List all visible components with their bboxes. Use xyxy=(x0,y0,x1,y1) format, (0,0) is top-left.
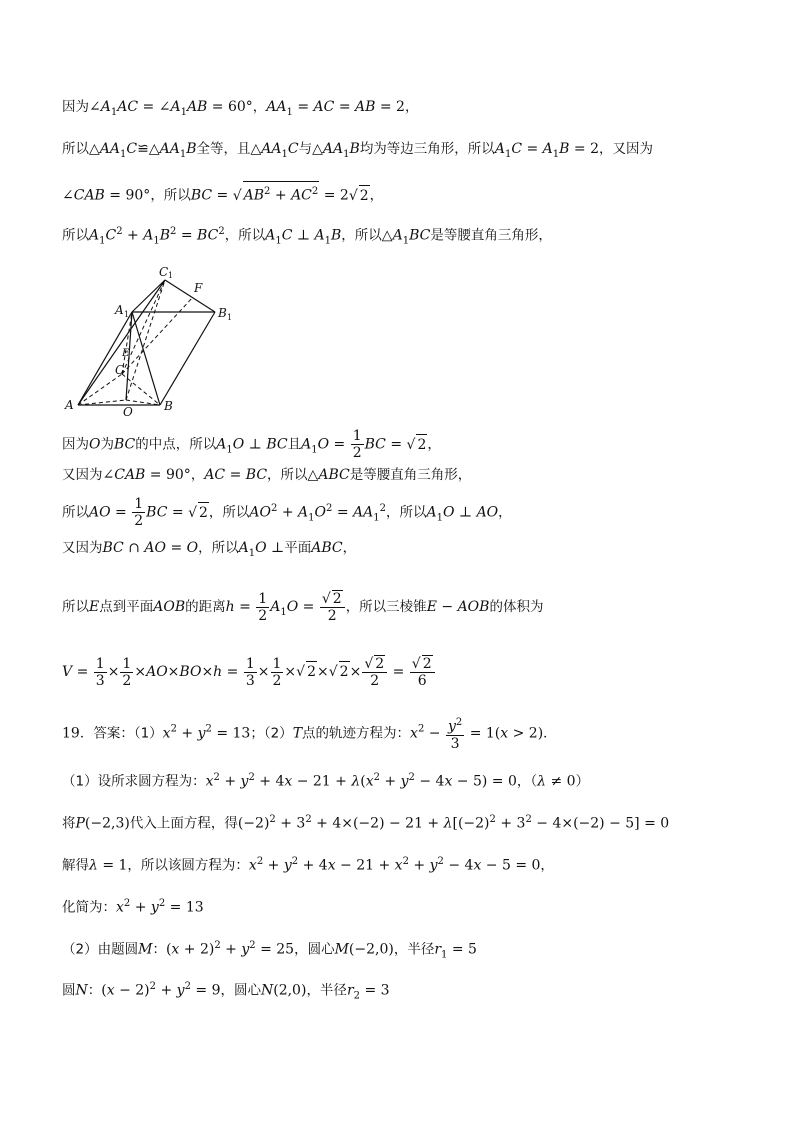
dashed-EF xyxy=(122,297,193,374)
proof-line-8: 又因为BC ∩ AO = O，所以$A_1O$ ⊥平面ABC， xyxy=(62,540,357,559)
part-2-line-1: （2）由题圆M：$(x + 2)^2 + y^2 = 25$，圆心M(−2,0)，半径$r_1 = 5$ xyxy=(62,940,477,961)
dashed-OC1 xyxy=(126,280,165,400)
edge-A1C1 xyxy=(132,280,165,312)
part-1-line-3: 解得λ = 1，所以该圆方程为：$x^2 + y^2 + 4x - 21 + x^2 + y^2 - 4x - 5 = 0$， xyxy=(62,856,554,874)
label-A1: A xyxy=(115,303,124,317)
part-1-line-2: 将P(−2,3)代入上面方程，得$(-2)^2 + 3^2 + 4\times(-2) - 21 + \lambda[(-2)^2 + 3^2 - 4\times(-2) - 5] = 0$ xyxy=(62,814,670,832)
proof-line-9: 所以E点到平面AOB的距离h = $\frac{1}{2}$ $A_1O$ = √ $\frac{2}{2}$ ，所以三棱锥E − AOB的体积为 xyxy=(62,590,543,624)
label-E: E xyxy=(122,348,130,359)
part-1-line-1: （1）设所求圆方程为：$x^2 + y^2 + 4x - 21 + \lambda(x^2 + y^2 - 4x - 5) = 0$，（λ ≠ 0） xyxy=(62,772,590,790)
label-C: C xyxy=(115,363,125,377)
label-O: O xyxy=(123,405,133,417)
dashed-AO xyxy=(78,400,126,405)
proof-line-2: 所以$\triangle AA_1C≌\triangle AA_1B$全等，且$\triangle AA_1C$与$\triangle AA_1B$均为等边三角形，所以$A_1C = A_1B = 2$，又因为 xyxy=(62,141,654,160)
proof-line-4: 所以$A_1C^2 + A_1B^2 = BC^2$，所以$A_1C$ ⊥ $A_1B$，所以$\triangle A_1BC$是等腰直角三角形， xyxy=(62,226,552,247)
proof-line-5: 因为O为BC的中点，所以$A_1O$ ⊥ BC且$A_1O$ = $\frac{1}{2}$ BC = √ 2， xyxy=(62,428,441,461)
part-1-line-4: 化简为：$x^2 + y^2 = 13$ xyxy=(62,898,204,916)
prism-figure xyxy=(60,262,240,417)
dashed-CC1 xyxy=(122,280,165,374)
edge-BB1 xyxy=(160,312,215,405)
label-C1: C xyxy=(159,265,169,279)
text-layer xyxy=(0,0,1,1)
label-B1-sub: 1 xyxy=(227,313,233,322)
proof-line-3: ∠CAB = 90°，所以BC = √ $AB^2 + AC^2 = 2√$ 2， xyxy=(62,181,383,206)
label-A: A xyxy=(65,398,74,412)
edge-AC1 xyxy=(78,280,165,405)
label-F: F xyxy=(194,281,203,295)
edge-C1B1 xyxy=(165,280,215,312)
proof-line-1: 因为$\angle A_1AC$ = $\angle A_1AB = 60^\circ$，$AA_1$ = AC = AB = 2， xyxy=(62,99,419,118)
dashed-AC xyxy=(78,374,122,405)
label-A1-sub: 1 xyxy=(124,310,130,319)
part-2-line-2: 圆N：$(x - 2)^2 + y^2 = 9$，圆心N(2,0)，半径$r_2 = 3$ xyxy=(62,981,390,1002)
answer-19-line: 19．答案：$(1)x^2 + y^2 = 13$；（2）T点的轨迹方程为：$x^2$ − $\frac{y^2}{3}$ = 1(x > 2)． xyxy=(62,717,557,752)
label-C1-sub: 1 xyxy=(168,271,174,280)
proof-line-10: V = $\frac{1}{3}$ × $\frac{1}{2}$ ×AO×BO×h = $\frac{1}{3}$ × $\frac{1}{2}$ ×√ 2×√ 2× √ $\frac{2}{2}$ = √ $\frac{2}{6}$ xyxy=(62,655,436,689)
proof-line-7: 所以AO = $\frac{1}{2}$ BC = √ 2，所以$AO^2 + A_1O^2 = AA_1^2$，所以$A_1O$ ⊥ AO， xyxy=(62,496,512,529)
label-B1: B xyxy=(218,306,227,320)
proof-line-6: 又因为∠CAB = 90°，AC = BC，所以△ABC是等腰直角三角形， xyxy=(62,467,472,483)
label-B: B xyxy=(164,399,173,413)
